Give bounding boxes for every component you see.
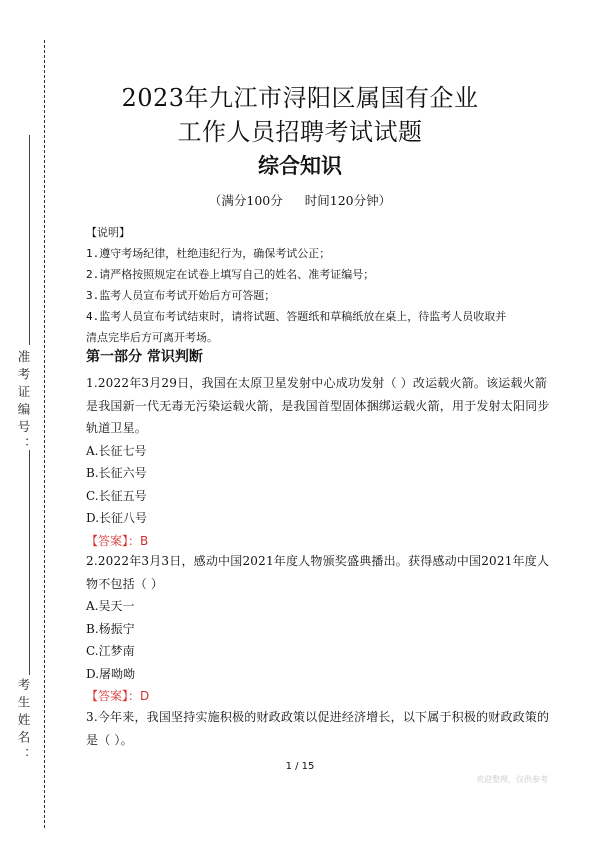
section-title: 第一部分 常识判断	[86, 349, 203, 365]
watermark: 欢迎整理，仅供参考	[476, 775, 548, 784]
exam-title-line1: 2023年九江市浔阳区属国有企业	[121, 84, 479, 112]
instruction-item: 2.请严格按照规定在试卷上填写自己的姓名、准考证编号；	[86, 268, 375, 281]
option-b: B.杨振宁	[86, 621, 135, 636]
option-d: D.长征八号	[86, 511, 148, 525]
full-score: （满分100分	[208, 193, 283, 208]
exam-title-line2: 工作人员招聘考试试题	[177, 118, 423, 146]
instruction-item: 1.遵守考场纪律，杜绝违纪行为，确保考试公正；	[86, 247, 331, 260]
exam-time: 时间120分钟）	[304, 193, 392, 208]
option-a: A.长征七号	[86, 443, 147, 458]
option-c: C.江梦南	[86, 644, 135, 658]
instruction-item: 4.监考人员宣布考试结束时，请将试题、答题纸和草稿纸放在桌上，待监考人员收取并	[86, 310, 507, 323]
candidate-name-label: 考生姓名：	[16, 678, 31, 766]
option-c: C.长征五号	[86, 488, 147, 503]
answer-label: 【答案】：B	[86, 533, 149, 548]
option-a: A.吴天一	[86, 599, 135, 613]
answer-label: 【答案】：D	[86, 689, 150, 703]
option-d: D.屠呦呦	[86, 666, 136, 681]
question-2	[86, 550, 556, 708]
question-text: 3.今年来，我国坚持实施积极的财政政策以促进经济增长，以下属于积极的财政政策的是（ ）。	[86, 710, 550, 747]
subject-title: 综合知识	[258, 154, 342, 178]
instructions-heading: 【说明】	[86, 226, 130, 239]
question-text: 1.2022年3月29日，我国在太原卫星发射中心成功发射（ ）改运载火箭。该运载火箭是我国新一代无毒无污染运载火箭，是我国首型固体捆绑运载火箭，用于发射太阳同步轨道卫星。	[86, 376, 550, 435]
instruction-item: 3.监考人员宣布考试开始后方可答题；	[86, 289, 276, 302]
instructions	[86, 222, 546, 348]
candidate-name-write-line[interactable]	[29, 450, 30, 675]
exam-ticket-label: 准考证编号：	[16, 350, 31, 455]
exam-meta	[0, 191, 600, 209]
option-b: B.长征六号	[86, 466, 147, 480]
question-1	[86, 372, 556, 552]
question-text: 2.2022年3月3日，感动中国2021年度人物颁奖盛典播出。获得感动中国2021年度人物不包括（ ）	[86, 554, 550, 591]
instruction-item: 清点完毕后方可离开考场。	[86, 331, 218, 344]
question-3	[86, 706, 556, 751]
page-number: 1 / 15	[285, 761, 315, 772]
